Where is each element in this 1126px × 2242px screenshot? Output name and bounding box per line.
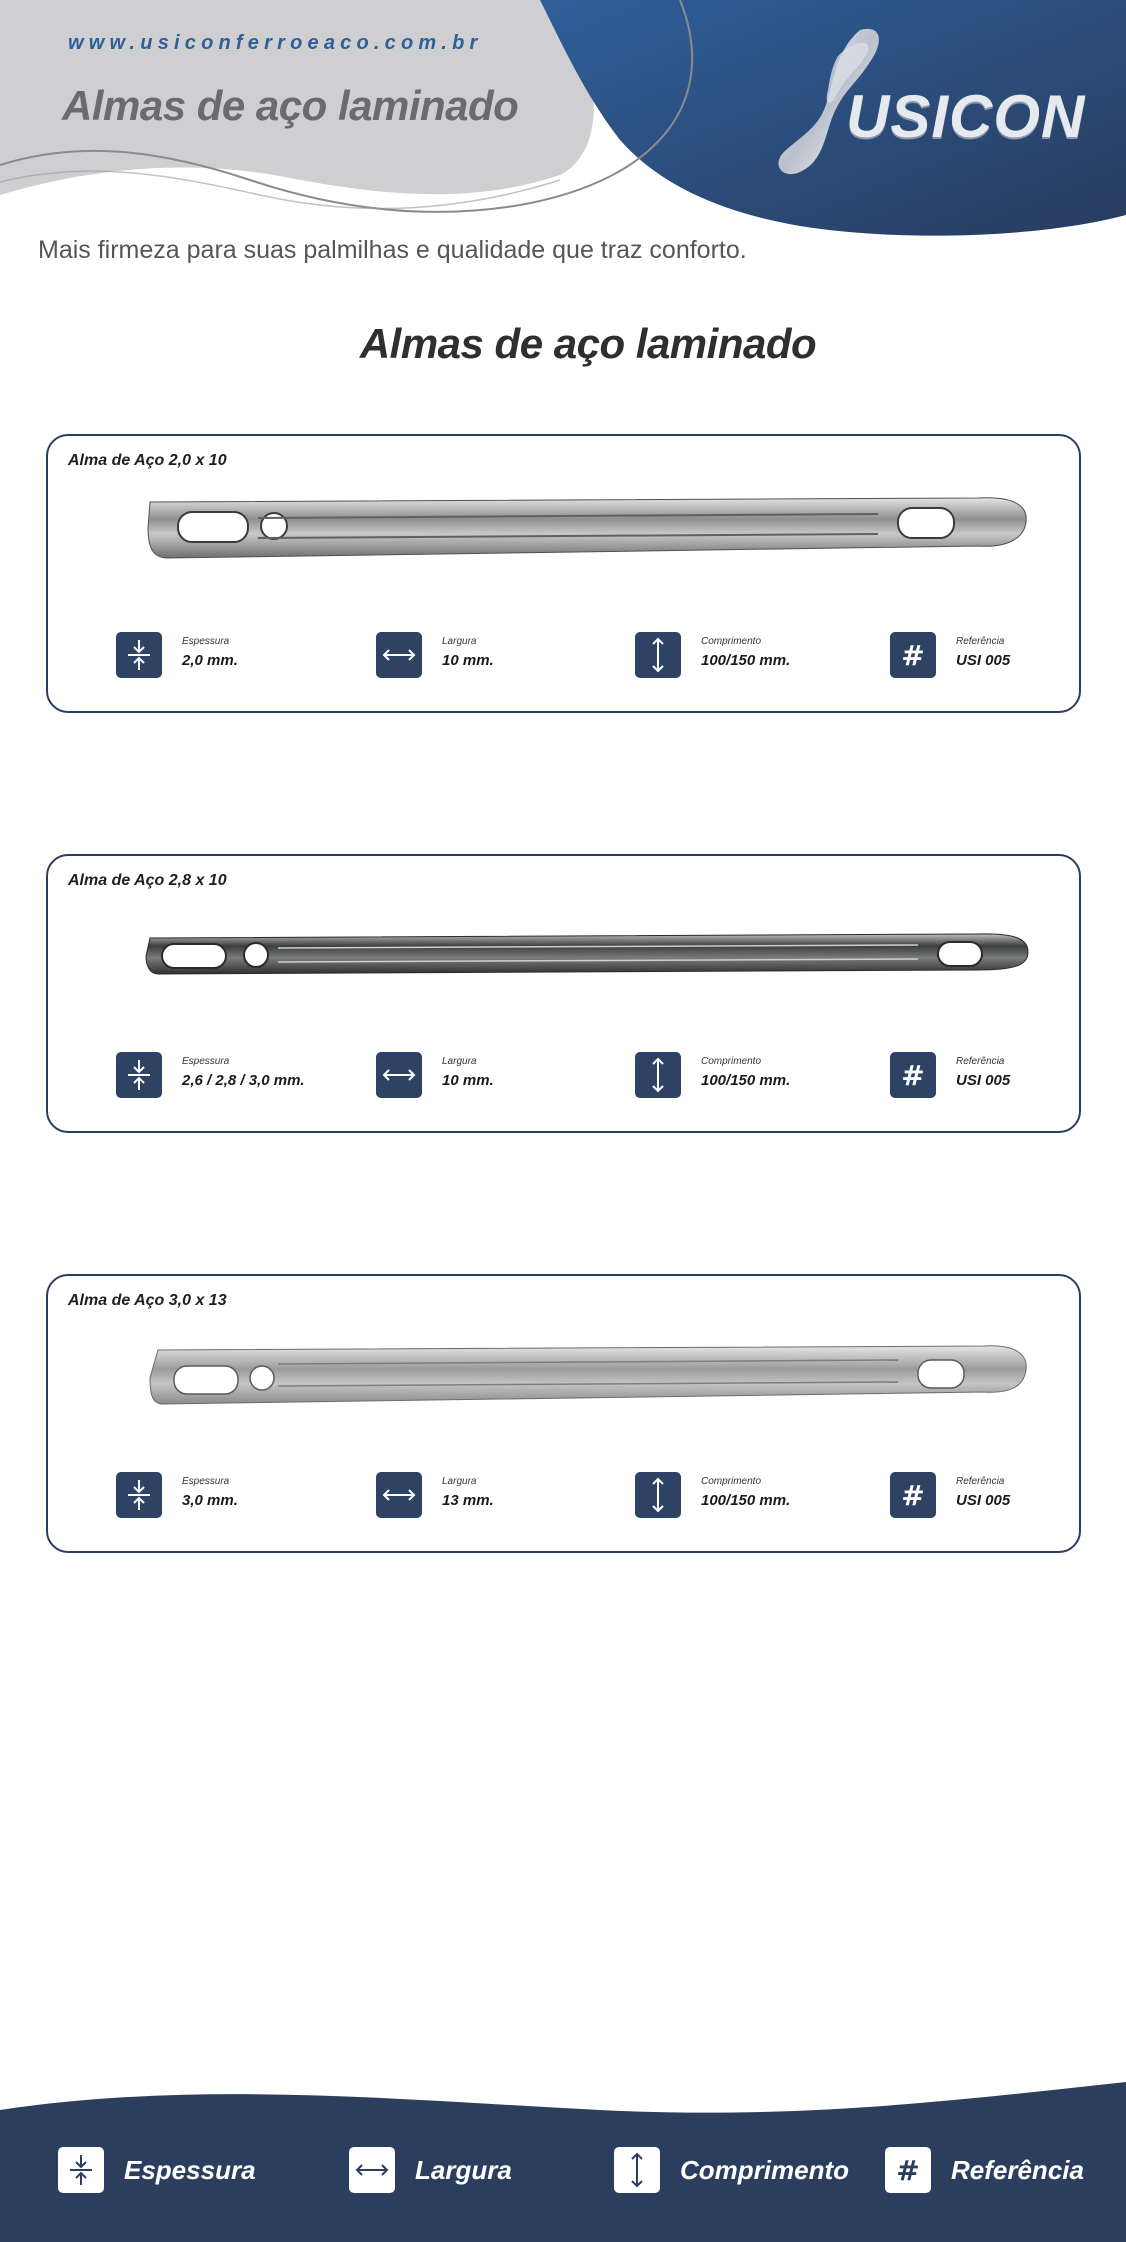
spec-label: Comprimento <box>701 1476 762 1487</box>
legend-label: Comprimento <box>680 2155 849 2185</box>
legend-label: Espessura <box>124 2155 256 2185</box>
legend-label: Referência <box>951 2155 1084 2185</box>
length-arrows-icon <box>635 1472 681 1518</box>
svg-text:#: # <box>901 1059 925 1092</box>
spec-label: Comprimento <box>701 636 762 647</box>
steel-bar-image <box>138 1328 1038 1418</box>
hash-icon <box>890 1052 936 1098</box>
spec-value: 10 mm. <box>442 1072 494 1089</box>
spec-label: Referência <box>956 636 1005 647</box>
steel-bar-image <box>138 908 1038 998</box>
spec-value: 3,0 mm. <box>182 1492 238 1509</box>
product-card <box>46 434 1081 713</box>
thickness-icon <box>116 632 162 678</box>
spec-value: 2,0 mm. <box>182 652 238 669</box>
product-card <box>46 854 1081 1133</box>
spec-label: Referência <box>956 1056 1005 1067</box>
spec-label: Largura <box>442 1056 477 1067</box>
spec-value: 2,6 / 2,8 / 3,0 mm. <box>182 1072 305 1089</box>
width-arrows-icon <box>376 1052 422 1098</box>
spec-value: 100/150 mm. <box>701 652 791 669</box>
product-title: Alma de Aço 2,8 x 10 <box>68 872 227 889</box>
product-title: Alma de Aço 3,0 x 13 <box>68 1292 227 1309</box>
spec-value: 10 mm. <box>442 652 494 669</box>
spec-label: Espessura <box>182 1056 230 1067</box>
spec-label: Referência <box>956 1476 1005 1487</box>
spec-value: USI 005 <box>956 1072 1011 1089</box>
spec-label: Largura <box>442 636 477 647</box>
spec-label: Espessura <box>182 636 230 647</box>
legend-label: Largura <box>415 2155 512 2185</box>
spec-value: 100/150 mm. <box>701 1492 791 1509</box>
main-title: Almas de aço laminado <box>359 320 817 367</box>
spec-value: 100/150 mm. <box>701 1072 791 1089</box>
steel-bar-image <box>138 488 1038 578</box>
hash-icon <box>890 632 936 678</box>
width-arrows-icon <box>349 2147 395 2193</box>
length-arrows-icon <box>635 632 681 678</box>
thickness-icon <box>116 1052 162 1098</box>
width-arrows-icon <box>376 1472 422 1518</box>
spec-value: USI 005 <box>956 1492 1011 1509</box>
product-title: Alma de Aço 2,0 x 10 <box>68 452 227 469</box>
site-url[interactable]: www.usiconferroeaco.com.br <box>68 32 483 54</box>
tagline: Mais firmeza para suas palmilhas e qualidade que traz conforto. <box>38 236 747 264</box>
product-card <box>46 1274 1081 1553</box>
svg-text:#: # <box>901 1479 925 1512</box>
spec-label: Comprimento <box>701 1056 762 1067</box>
spec-label: Largura <box>442 1476 477 1487</box>
logo-text: USICON <box>846 83 1086 150</box>
length-arrows-icon <box>614 2147 660 2193</box>
spec-value: USI 005 <box>956 652 1011 669</box>
length-arrows-icon <box>635 1052 681 1098</box>
thickness-icon <box>116 1472 162 1518</box>
hash-icon <box>890 1472 936 1518</box>
thickness-icon <box>58 2147 104 2193</box>
page-header <box>0 0 1126 240</box>
width-arrows-icon <box>376 632 422 678</box>
spec-label: Espessura <box>182 1476 230 1487</box>
svg-text:#: # <box>896 2154 920 2187</box>
spec-value: 13 mm. <box>442 1492 494 1509</box>
header-title: Almas de aço laminado <box>62 82 519 129</box>
hash-icon <box>885 2147 931 2193</box>
svg-text:#: # <box>901 639 925 672</box>
